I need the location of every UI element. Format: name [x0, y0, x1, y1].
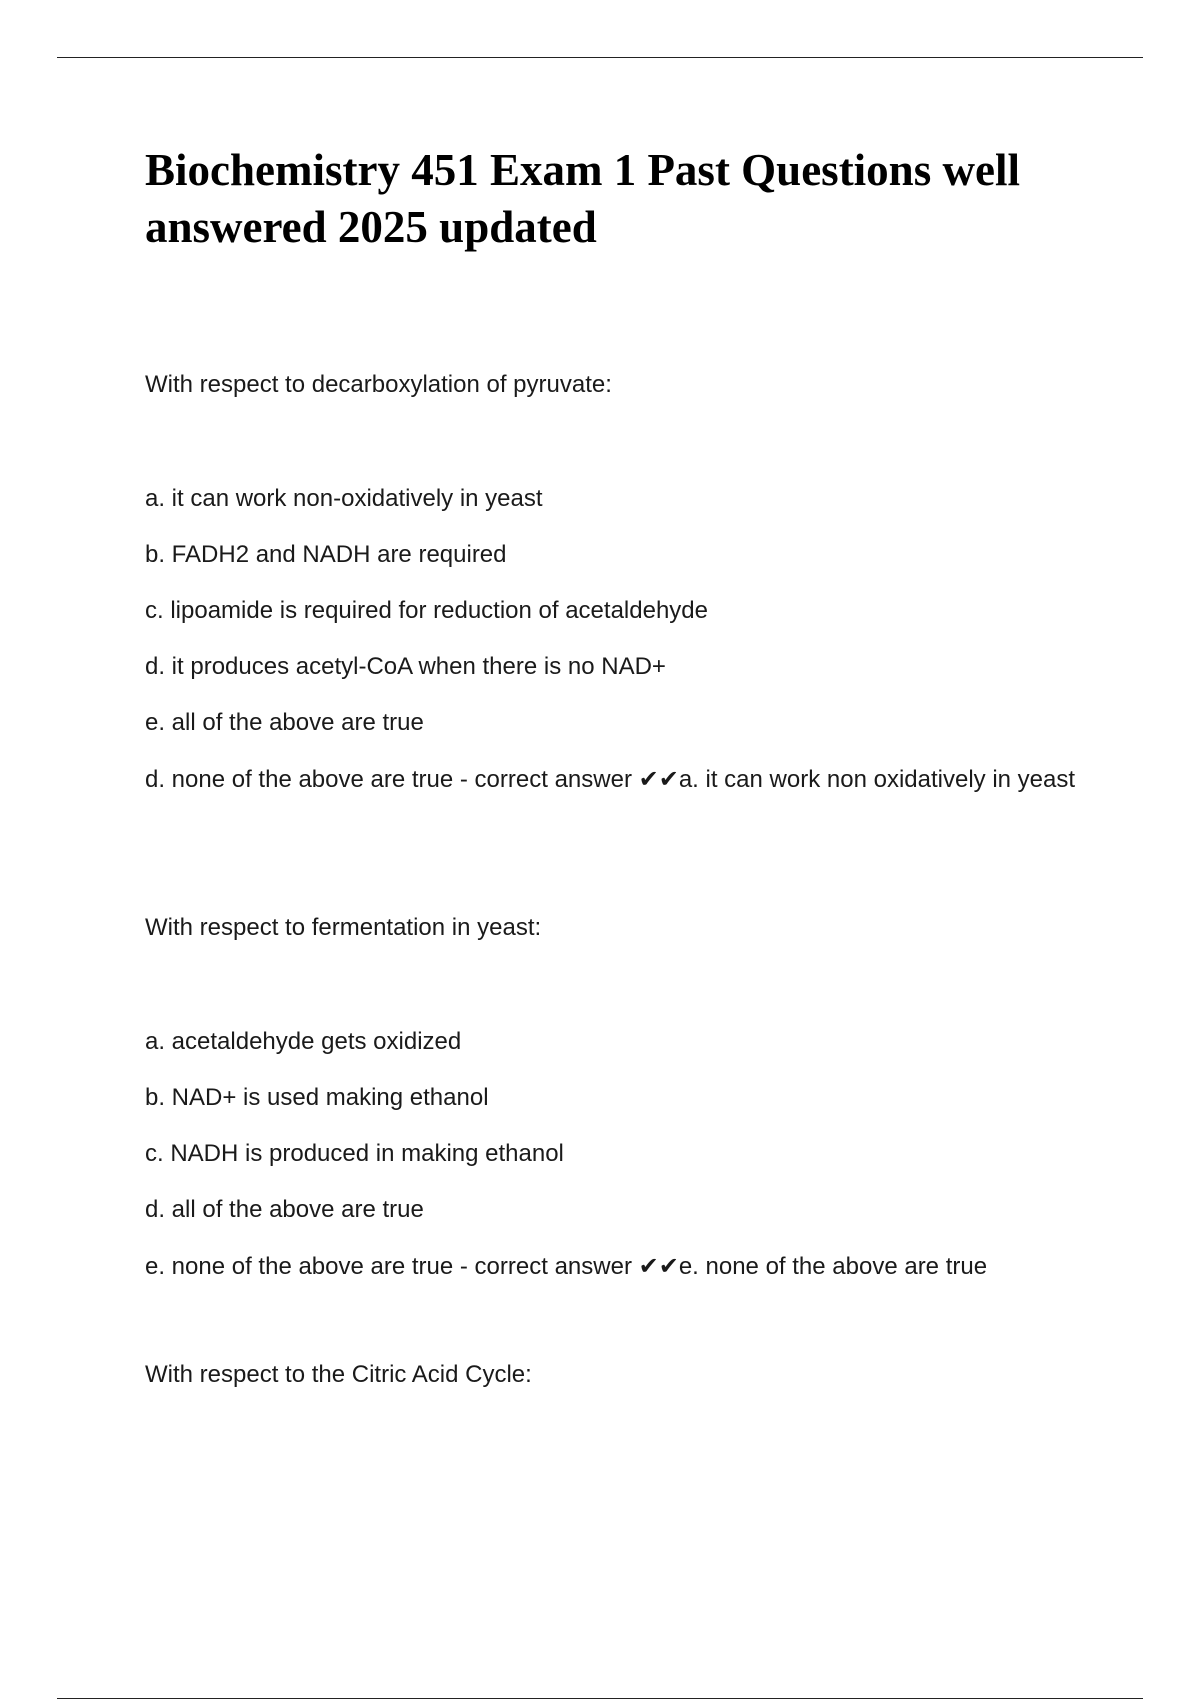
question-stem: With respect to the Citric Acid Cycle: — [145, 1361, 532, 1388]
option-item: c. lipoamide is required for reduction of acetaldehyde — [145, 597, 708, 624]
bottom-divider — [57, 1698, 1143, 1699]
question-3 — [145, 1358, 1105, 1469]
top-divider — [57, 57, 1143, 58]
correct-answer-line — [145, 759, 1105, 800]
option-item: b. NAD+ is used making ethanol — [145, 1084, 489, 1111]
option-item: b. FADH2 and NADH are required — [145, 541, 507, 568]
document-title: Biochemistry 451 Exam 1 Past Questions well answered 2025 updated — [145, 145, 1020, 252]
option-item: d. it produces acetyl-CoA when there is no NAD+ — [145, 653, 666, 680]
last-option-text: e. none of the above are true - correct answer — [145, 1253, 632, 1280]
option-item: c. NADH is produced in making ethanol — [145, 1140, 564, 1167]
correct-answer-line — [145, 1246, 1105, 1287]
question-stem: With respect to fermentation in yeast: — [145, 914, 542, 941]
answer-options — [145, 479, 1105, 800]
option-item: a. it can work non-oxidatively in yeast — [145, 485, 543, 512]
check-mark-icon: ✔✔ — [638, 765, 679, 793]
option-item: a. acetaldehyde gets oxidized — [145, 1028, 462, 1055]
question-stem: With respect to decarboxylation of pyruvate: — [145, 371, 612, 398]
correct-answer-text: a. it can work non oxidatively in yeast — [678, 766, 1076, 793]
option-item: e. all of the above are true — [145, 709, 424, 736]
correct-answer-text: e. none of the above are true — [678, 1253, 988, 1280]
question-2 — [145, 911, 1105, 1303]
option-item: d. all of the above are true — [145, 1196, 424, 1223]
question-1 — [145, 368, 1105, 816]
last-option-text: d. none of the above are true - correct answer — [145, 766, 632, 793]
answer-options — [145, 1022, 1105, 1287]
check-mark-icon: ✔✔ — [638, 1252, 679, 1280]
